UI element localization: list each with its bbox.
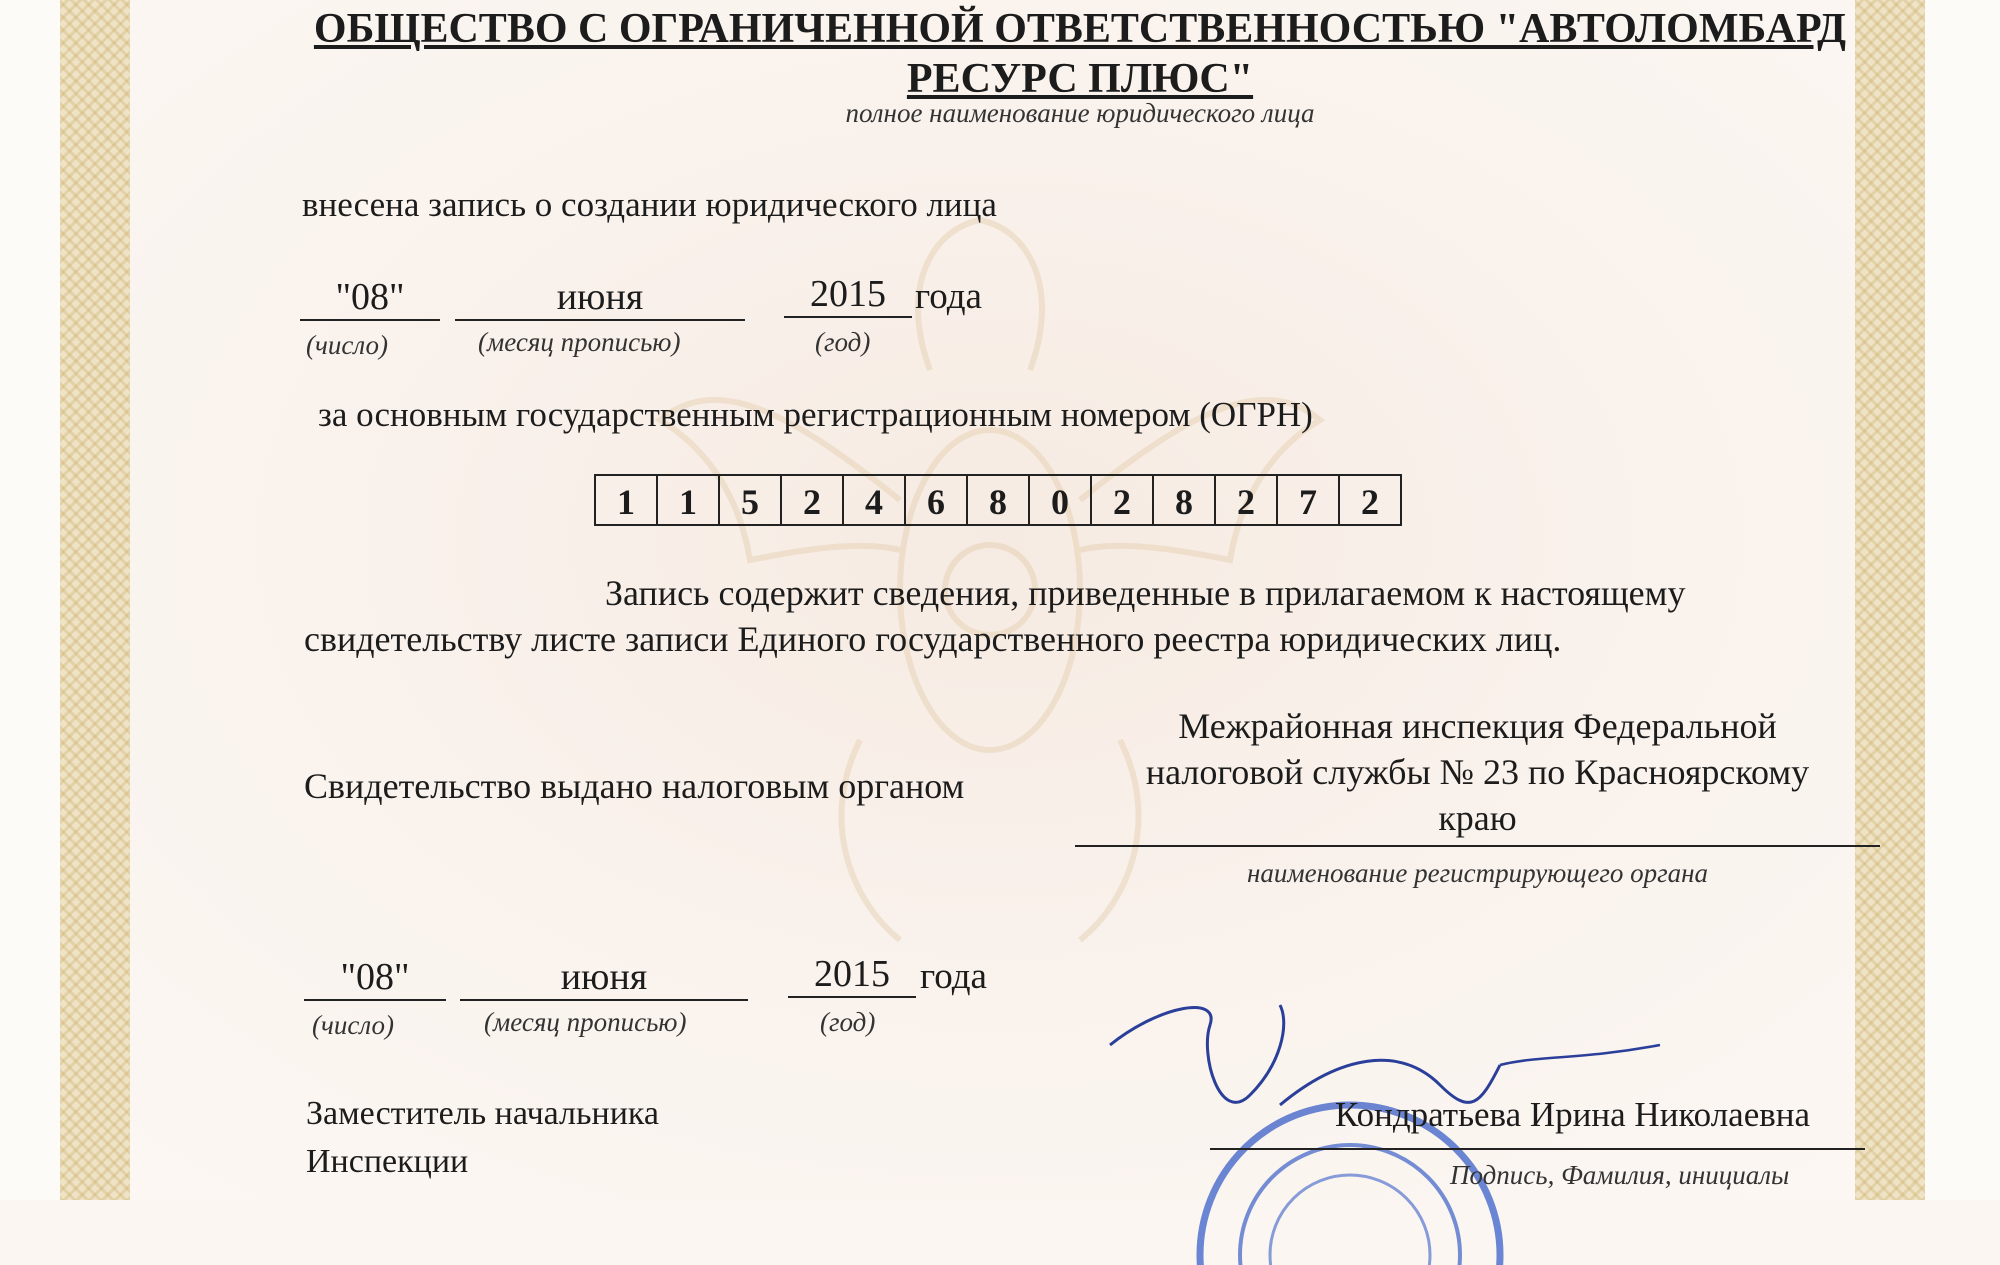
ogrn-number-boxes [594,474,1402,526]
organization-name: ОБЩЕСТВО С ОГРАНИЧЕННОЙ ОТВЕТСТВЕННОСТЬЮ "АВТОЛОМБАРД РЕСУРС ПЛЮС" [313,6,1847,102]
date1-year: 2015 [784,272,912,318]
decorative-border-right [1855,0,1925,1200]
date1-day: "08" [300,275,440,321]
authority-underline [1075,845,1880,847]
ogrn-digit: 2 [1092,476,1154,524]
date2-day: "08" [304,955,446,1001]
authority-name [1075,703,1880,841]
date2-year-suffix: года [920,956,987,997]
authority-line-3: краю [1438,798,1517,838]
issued-by-text: Свидетельство выдано налоговым органом [304,766,965,806]
date2-month-caption: (месяц прописью) [484,1007,687,1037]
date1-year-suffix: года [915,276,982,317]
authority-line-2: налоговой службы № 23 по Красноярскому [1145,752,1810,792]
ogrn-digit: 8 [1154,476,1216,524]
ogrn-text: за основным государственным регистрационным номером (ОГРН) [318,395,1313,434]
signer-name: Кондратьева Ирина Николаевна [1335,1095,1811,1134]
authority-caption: наименование регистрирующего органа [1246,858,1709,888]
contents-line-2: свидетельству листе записи Единого государственного реестра юридических лиц. [304,619,1562,659]
ogrn-digit: 4 [844,476,906,524]
decorative-border-left [60,0,130,1200]
organization-name-caption: полное наименование юридического лица [845,98,1315,128]
signer-underline [1210,1148,1865,1150]
ogrn-digit: 7 [1278,476,1340,524]
ogrn-digit: 2 [1361,482,1379,522]
ogrn-digit: 8 [968,476,1030,524]
ogrn-digit: 6 [906,476,968,524]
contents-line-1: Запись содержит сведения, приведенные в прилагаемом к настоящему [605,573,1686,613]
ogrn-digit: 2 [1216,476,1278,524]
signer-position [306,1090,659,1186]
ogrn-digit: 5 [720,476,782,524]
date1-month: июня [455,275,745,321]
date1-month-caption: (месяц прописью) [478,327,681,357]
date2-month: июня [460,955,748,1001]
record-text: внесена запись о создании юридического лица [302,185,997,224]
date1-year-caption: (год) [815,327,871,357]
date1-day-caption: (число) [306,330,388,360]
signer-caption: Подпись, Фамилия, инициалы [1450,1160,1790,1190]
date2-day-caption: (число) [312,1010,394,1040]
authority-line-1: Межрайонная инспекция Федеральной [1178,706,1777,746]
ogrn-digit: 1 [596,476,658,524]
ogrn-digit: 1 [658,476,720,524]
signer-position-line-2: Инспекции [306,1143,469,1180]
handwritten-signature-icon [1080,985,1680,1185]
ogrn-digit: 0 [1030,476,1092,524]
signer-position-line-1: Заместитель начальника [306,1095,660,1132]
ogrn-digit: 2 [782,476,844,524]
date2-year-caption: (год) [820,1007,876,1037]
date2-year: 2015 [788,952,916,998]
